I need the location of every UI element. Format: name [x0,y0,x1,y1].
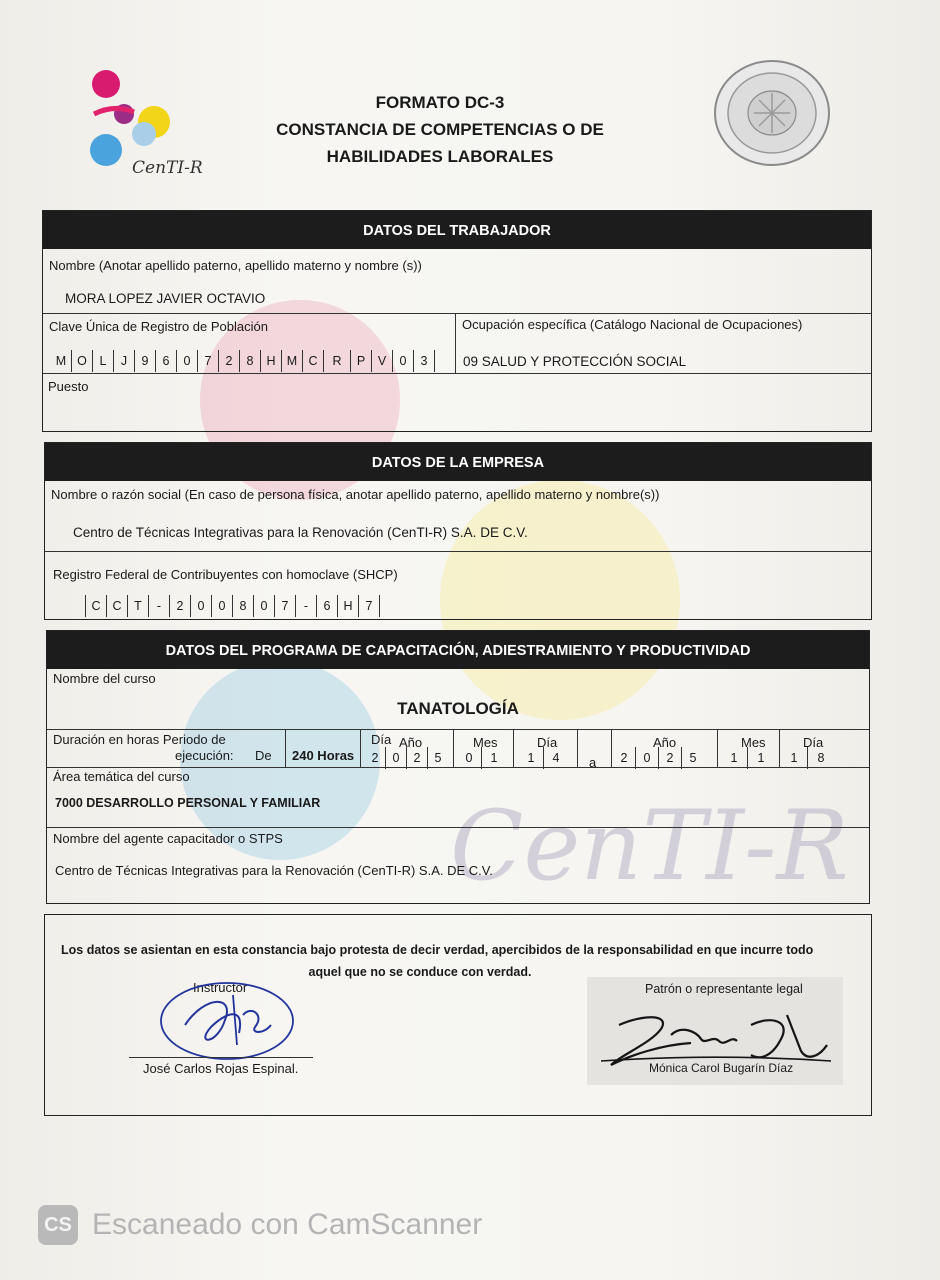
curp-char: 2 [218,350,239,372]
worker-row-divider [43,373,871,374]
instructor-label: Instructor [193,980,248,995]
date-digit: 2 [620,751,628,765]
duration-divider [513,729,514,767]
curp-char: C [302,350,323,372]
start-month-label: Mes [473,735,498,750]
official-seal [712,58,832,168]
duration-divider [779,729,780,767]
date-digit: 1 [481,747,506,769]
curp-char: 9 [134,350,155,372]
camscanner-logo: CS [38,1205,78,1245]
date-digit: 1 [747,747,774,769]
title-line-3: HABILIDADES LABORALES [326,147,554,166]
rfc-char: H [337,595,358,617]
curp-char: P [350,350,371,372]
end-year-label: Año [653,735,677,750]
from-label: De [255,748,272,763]
company-section [44,442,872,620]
worker-row-divider [43,313,871,314]
end-day-label: Día [803,735,824,750]
declaration-line-2: aquel que no se conduce con verdad. [308,965,532,979]
curp-label: Clave Única de Registro de Población [49,319,268,334]
rfc-char: 7 [358,595,380,617]
rfc-char: 8 [232,595,253,617]
program-section [46,630,870,904]
date-digit: 4 [543,747,568,769]
program-section-title: DATOS DEL PROGRAMA DE CAPACITACIÓN, ADIESTRAMIENTO Y PRODUCTIVIDAD [47,631,869,669]
curp-char: J [113,350,134,372]
hours-value: 240 Horas [292,748,355,763]
start-month-boxes [457,747,506,769]
duration-label: Duración en horas Periodo de [53,732,226,747]
end-day-boxes [781,747,834,769]
signatures-section [44,914,872,1116]
date-digit: 0 [465,751,473,765]
curp-char: 0 [392,350,413,372]
watermark-text: CenTI-R [450,790,849,902]
duration-divider [717,729,718,767]
start-day-boxes [519,747,568,769]
row-vertical-divider [455,313,456,373]
program-row-divider [47,729,869,730]
date-digit: 1 [730,751,738,765]
trainer-agent-label: Nombre del agente capacitador o STPS [53,831,283,846]
duration-divider [453,729,454,767]
date-digit: 1 [527,751,535,765]
curp-char: O [71,350,92,372]
worker-section-title: DATOS DEL TRABAJADOR [43,211,871,249]
rfc-char: 2 [169,595,190,617]
program-row-divider [47,827,869,828]
end-year-boxes [613,747,704,769]
end-month-label: Mes [741,735,766,750]
camscanner-watermark [38,1205,482,1245]
title-line-2: CONSTANCIA DE COMPETENCIAS O DE [276,120,604,139]
date-digit: 5 [681,747,704,769]
trainer-agent-value: Centro de Técnicas Integrativas para la Renovación (CenTI-R) S.A. DE C.V. [55,863,493,878]
rfc-char: 7 [274,595,295,617]
duration-divider [360,729,361,767]
course-name-label: Nombre del curso [53,671,156,686]
curp-char: 8 [239,350,260,372]
curp-char: 6 [155,350,176,372]
rfc-char: 0 [253,595,274,617]
curp-char: H [260,350,281,372]
logo-text: CenTI-R [132,158,203,178]
company-name-label: Nombre o razón social (En caso de persona física, anotar apellido paterno, apellido materno y nombre(s)) [51,487,660,502]
date-digit: 2 [406,747,427,769]
rfc-boxes [85,595,380,617]
instructor-signature [155,975,305,1065]
curp-char: L [92,350,113,372]
company-row-divider [45,551,871,552]
occupation-value: 09 SALUD Y PROTECCIÓN SOCIAL [463,354,687,369]
occupation-label: Ocupación específica (Catálogo Nacional de Ocupaciones) [462,317,803,332]
curp-char: 7 [197,350,218,372]
subject-area-value: 7000 DESARROLLO PERSONAL Y FAMILIAR [55,796,321,810]
start-year-label: Año [399,735,423,750]
legal-rep-name: Mónica Carol Bugarín Díaz [649,1061,794,1075]
duration-divider [611,729,612,767]
company-section-title: DATOS DE LA EMPRESA [45,443,871,481]
rfc-char: 6 [316,595,337,617]
date-digit: 8 [807,747,834,769]
rfc-char: - [295,595,316,617]
declaration-line-1: Los datos se asientan en esta constancia bajo protesta de decir verdad, apercibidos de la responsabilidad en que incurre todo [61,943,814,957]
to-label: a [589,755,597,770]
curp-boxes [51,350,435,372]
curp-char: 3 [413,350,435,372]
start-year-boxes [365,747,448,769]
date-digit: 5 [427,747,448,769]
duration-divider [285,729,286,767]
rfc-char: 0 [211,595,232,617]
worker-name-label: Nombre (Anotar apellido paterno, apellido materno y nombre (s)) [49,258,422,273]
worker-section [42,210,872,432]
duration-divider [577,729,578,767]
date-digit: 2 [371,751,379,765]
start-day-label-2: Día [537,735,558,750]
rfc-char: - [148,595,169,617]
legal-rep-label: Patrón o representante legal [645,982,803,996]
rfc-label: Registro Federal de Contribuyentes con homoclave (SHCP) [53,567,398,582]
curp-char: R [323,350,350,372]
title-line-1: FORMATO DC-3 [375,93,505,112]
rfc-char: T [127,595,148,617]
curp-char: M [55,354,67,368]
rfc-char: 0 [190,595,211,617]
worker-name-value: MORA LOPEZ JAVIER OCTAVIO [65,291,266,306]
subject-area-label: Área temática del curso [53,769,190,784]
rfc-char: C [106,595,127,617]
instructor-signature-line [129,1057,313,1058]
curp-char: V [371,350,392,372]
date-digit: 0 [385,747,406,769]
end-month-boxes [721,747,774,769]
course-name-value: TANATOLOGÍA [397,699,519,718]
camscanner-text: Escaneado con CamScanner [92,1208,483,1241]
date-digit: 0 [635,747,658,769]
start-day-label: Día [371,732,392,747]
curp-char: 0 [176,350,197,372]
company-name-value: Centro de Técnicas Integrativas para la Renovación (CenTI-R) S.A. DE C.V. [73,525,528,540]
instructor-name: José Carlos Rojas Espinal. [143,1061,299,1076]
rfc-char: C [85,595,106,617]
position-label: Puesto [48,379,89,394]
curp-char: M [281,350,302,372]
execution-label: ejecución: [175,748,234,763]
date-digit: 1 [790,751,798,765]
date-digit: 2 [658,747,681,769]
program-row-divider [47,767,869,768]
